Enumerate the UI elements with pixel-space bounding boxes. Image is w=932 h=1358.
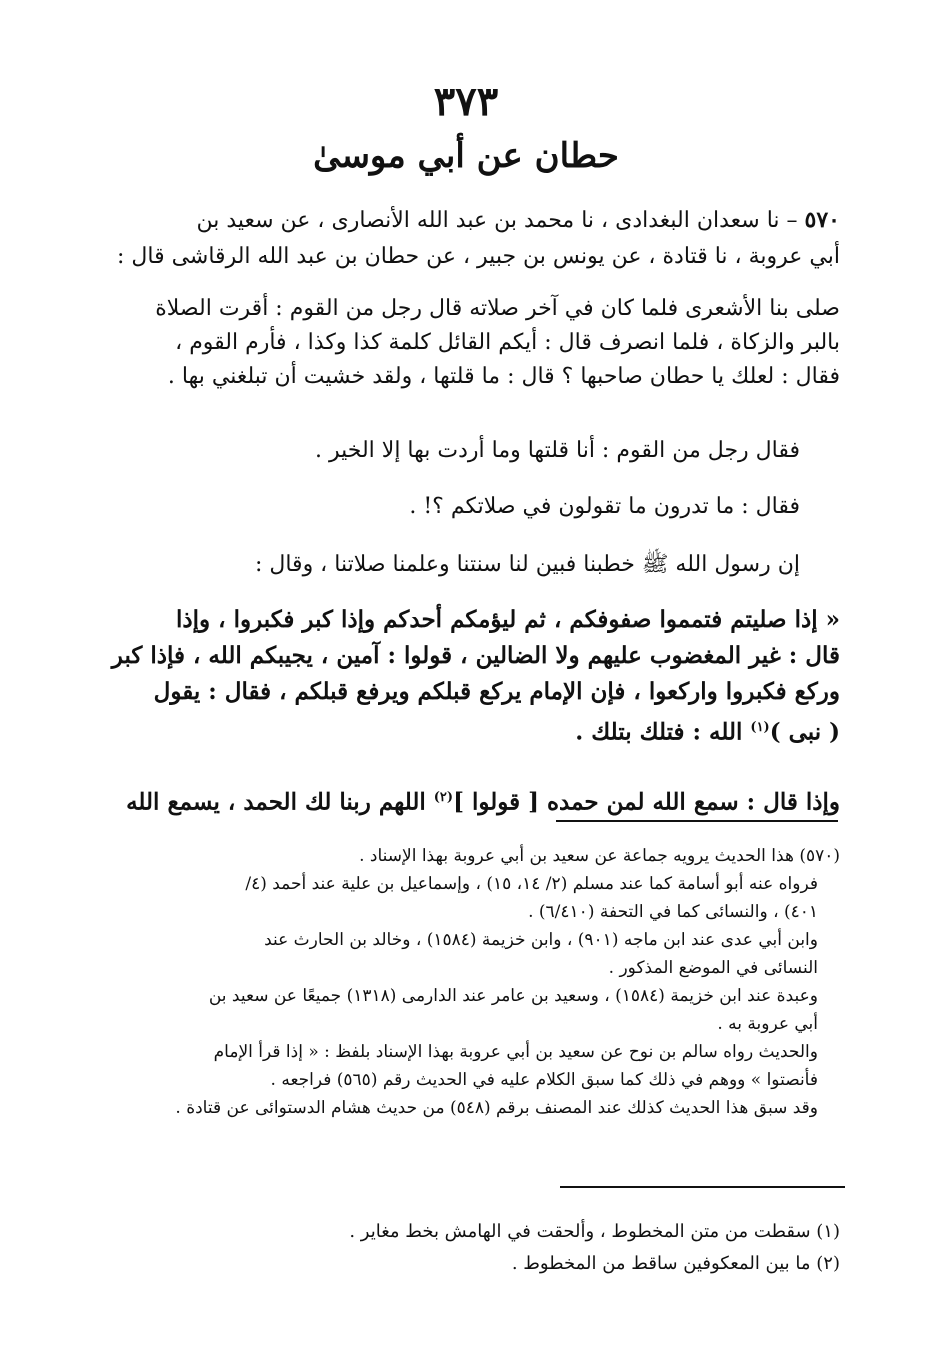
takhrij-line: فأنصتوا » ووهم في ذلك كما سبق الكلام عليه في الحديث رقم (٥٦٥) فراجعه . xyxy=(270,1070,818,1090)
text-line: فقال : لعلك يا حطان صاحبها ؟ قال : ما قلتها ، ولقد خشيت أن تبلغني بها . xyxy=(167,364,840,389)
manuscript-notes xyxy=(80,1216,840,1280)
notes-divider xyxy=(560,1186,845,1188)
takhrij-line: وابن أبي عدى عند ابن ماجه (٩٠١) ، وابن خزيمة (١٥٨٤) ، وخالد بن الحارث عند xyxy=(264,930,818,950)
footnote-divider xyxy=(556,820,838,822)
takhrij-section xyxy=(80,842,840,1122)
matn-line: قال : غير المغضوب عليهم ولا الضالين ، قولوا : آمين ، يجيبكم الله ، فإذا كبر xyxy=(111,642,840,669)
hadith-isnad xyxy=(80,202,840,275)
isnad-line: أبي عروبة ، نا قتادة ، عن يونس بن جبير ، عن حطان بن عبد الله الرقاشى قال : xyxy=(116,244,840,269)
matn-text: ( نبى ) xyxy=(769,718,840,746)
takhrij-line: النسائى في الموضع المذكور . xyxy=(608,958,818,978)
matn-continuation xyxy=(80,780,840,821)
footnote-2: (٢) ما بين المعكوفين ساقط من المخطوط . xyxy=(511,1253,840,1274)
takhrij-line: فرواه عنه أبو أسامة كما عند مسلم (٢/ ١٤، ١٥) ، وإسماعيل بن علية عند أحمد (٤/ xyxy=(245,874,818,894)
footnote-1: (١) سقطت من متن المخطوط ، وألحقت في الهامش بخط مغاير . xyxy=(349,1221,840,1242)
hadith-number: ٥٧٠ xyxy=(804,207,840,233)
footnote-ref-2: (٢) xyxy=(433,790,454,805)
narrative-paragraph: فقال : ما تدرون ما تقولون في صلاتكم ؟! . xyxy=(409,494,800,519)
isnad-text: – نا سعدان البغدادى ، نا محمد بن عبد الله الأنصارى ، عن سعيد بن xyxy=(196,208,798,233)
matn-line: « إذا صليتم فتمموا صفوفكم ، ثم ليؤمكم أحدكم وإذا كبر فكبروا ، وإذا xyxy=(176,606,840,633)
takhrij-line: وعبدة عند ابن خزيمة (١٥٨٤) ، وسعيد بن عامر عند الدارمى (١٣١٨) جميعًا عن سعيد بن xyxy=(208,986,818,1006)
takhrij-line: ٤٠١) ، والنسائى كما في التحفة (٦/٤١٠) . xyxy=(528,902,818,922)
takhrij-line: والحديث رواه سالم بن نوح عن سعيد بن أبي عروبة بهذا الإسناد بلفظ : « إذا قرأ الإمام xyxy=(213,1042,818,1062)
narrative-paragraph xyxy=(80,292,840,394)
matn-line: وركع فكبروا واركعوا ، فإن الإمام يركع قبلكم ويرفع قبلكم ، فقال : يقول xyxy=(153,678,840,705)
text-line: بالبر والزكاة ، فلما انصرف قال : أيكم القائل كلمة كذا وكذا ، فأرم القوم ، xyxy=(175,330,840,355)
chapter-title: حطان عن أبي موسىٰ xyxy=(313,136,619,176)
matn-line xyxy=(80,710,840,751)
takhrij-line: أبي عروبة به . xyxy=(717,1014,818,1034)
text-line: صلى بنا الأشعرى فلما كان في آخر صلاته قال رجل من القوم : أقرت الصلاة xyxy=(155,296,840,321)
footnote-ref-1: (١) xyxy=(750,720,770,735)
hadith-matn xyxy=(80,602,840,751)
matn-text: وإذا قال : سمع الله لمن حمده [ قولوا ] xyxy=(453,788,840,816)
matn-text: اللهم ربنا لك الحمد ، يسمع الله xyxy=(126,788,434,816)
matn-text: الله : فتلك بتلك . xyxy=(575,718,751,746)
takhrij-line: وقد سبق هذا الحديث كذلك عند المصنف برقم (٥٤٨) من حديث هشام الدستوائى عن قتادة . xyxy=(175,1098,818,1118)
narrative-paragraph: فقال رجل من القوم : أنا قلتها وما أردت بها إلا الخير . xyxy=(315,438,800,463)
narrative-paragraph: إن رسول الله ﷺ خطبنا فبين لنا سنتنا وعلمنا صلاتنا ، وقال : xyxy=(254,552,800,577)
page-number: ٣٧٣ xyxy=(433,78,499,125)
isnad-line xyxy=(80,202,840,239)
takhrij-line: (٥٧٠) هذا الحديث يرويه جماعة عن سعيد بن أبي عروبة بهذا الإسناد . xyxy=(359,846,840,866)
